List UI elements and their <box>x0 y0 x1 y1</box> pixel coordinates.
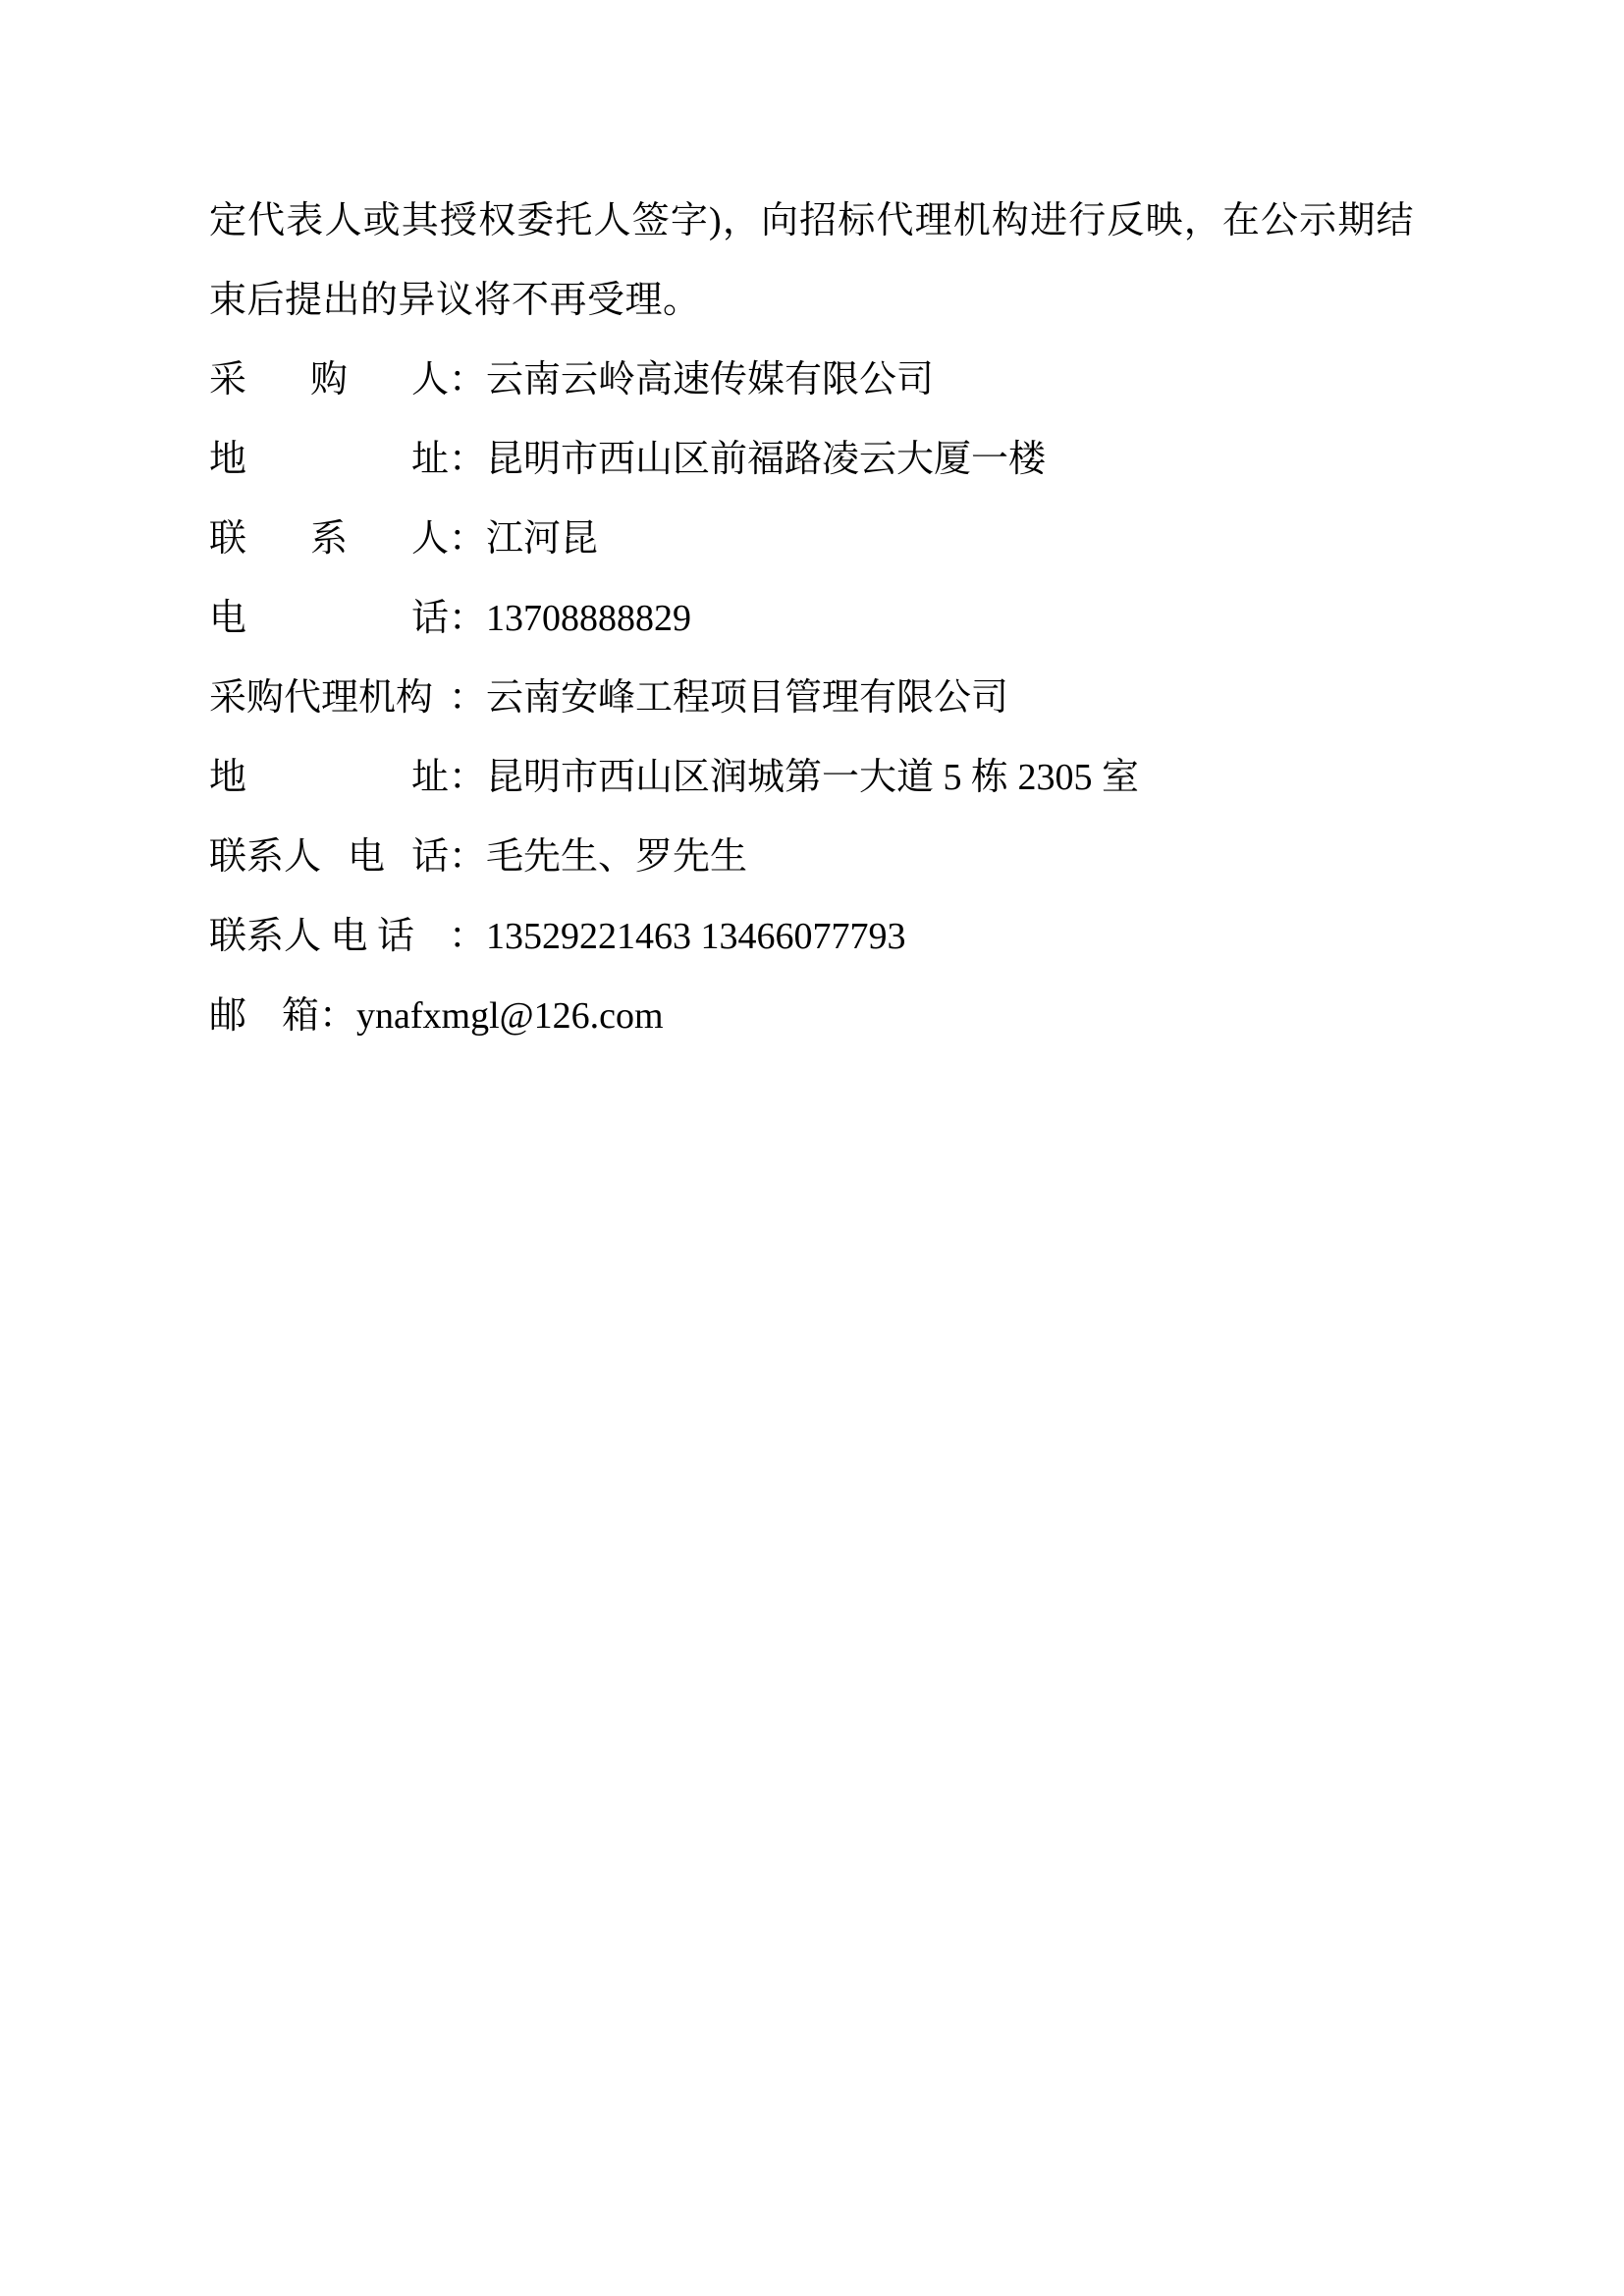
contact-row-agency-address <box>209 738 1414 818</box>
contact-row-purchaser <box>209 341 1414 420</box>
purchaser-phone-label <box>209 579 449 659</box>
purchaser-address: 昆明市西山区前福路凌云大厦一楼 <box>486 439 1047 480</box>
label-token: 人 <box>410 518 449 560</box>
purchaser-phone-number: 13708888829 <box>486 598 691 639</box>
label-token: 电 <box>209 598 247 639</box>
label-token: 话 <box>410 836 449 878</box>
label-token: 电 <box>347 836 385 878</box>
purchaser-contact-label <box>209 500 449 579</box>
agency-name: 云南安峰工程项目管理有限公司 <box>486 677 1009 719</box>
label-colon: ： <box>449 518 487 560</box>
agency-email-address: ynafxmgl@126.com <box>356 995 664 1037</box>
label-colon: ： <box>449 916 487 957</box>
label-token: 联系人 <box>209 836 322 878</box>
agency-address: 昆明市西山区润城第一大道 5 栋 2305 室 <box>486 757 1140 798</box>
label-token: 人 <box>410 359 449 400</box>
label-token: 采 <box>209 359 247 400</box>
label-token: 联系人 电 话 <box>209 916 415 957</box>
label-colon: ： <box>449 836 487 878</box>
agency-contact-label <box>209 818 449 897</box>
contact-row-agency-contact <box>209 818 1414 897</box>
notice-paragraph-line-1: 定代表人或其授权委托人签字)，向招标代理机构进行反映，在公示期结 <box>209 200 1414 241</box>
agency-email-label <box>209 977 319 1056</box>
agency-contact-names: 毛先生、罗先生 <box>486 836 748 878</box>
purchaser-label <box>209 341 449 420</box>
contact-row-purchaser-phone <box>209 579 1414 659</box>
label-token: 邮 <box>209 995 247 1037</box>
label-token: 址 <box>410 757 449 798</box>
purchaser-contact-name: 江河昆 <box>486 518 599 560</box>
agency-address-label <box>209 738 449 818</box>
contact-row-purchaser-contact <box>209 500 1414 579</box>
contact-row-agency <box>209 659 1414 738</box>
agency-phone-label <box>209 897 449 977</box>
label-colon: ： <box>449 598 487 639</box>
label-colon: ： <box>319 995 357 1037</box>
notice-paragraph-line-2: 束后提出的异议将不再受理。 <box>209 280 701 321</box>
label-token: 地 <box>209 757 247 798</box>
label-colon: ： <box>449 757 487 798</box>
label-token: 系 <box>309 518 348 560</box>
label-colon: ： <box>449 677 487 719</box>
contact-row-agency-email <box>209 977 1414 1056</box>
label-token: 购 <box>309 359 348 400</box>
purchaser-address-label <box>209 420 449 500</box>
label-token: 联 <box>209 518 247 560</box>
agency-label <box>209 659 449 738</box>
label-token: 话 <box>410 598 449 639</box>
label-token: 址 <box>410 439 449 480</box>
label-colon: ： <box>449 359 487 400</box>
label-token: 地 <box>209 439 247 480</box>
label-token: 采购代理机构 <box>209 677 434 719</box>
contact-row-agency-phone <box>209 897 1414 977</box>
label-colon: ： <box>449 439 487 480</box>
label-token: 箱 <box>281 995 319 1037</box>
agency-phone-numbers: 13529221463 13466077793 <box>486 916 906 957</box>
contact-row-purchaser-address <box>209 420 1414 500</box>
purchaser-name: 云南云岭高速传媒有限公司 <box>486 359 935 400</box>
